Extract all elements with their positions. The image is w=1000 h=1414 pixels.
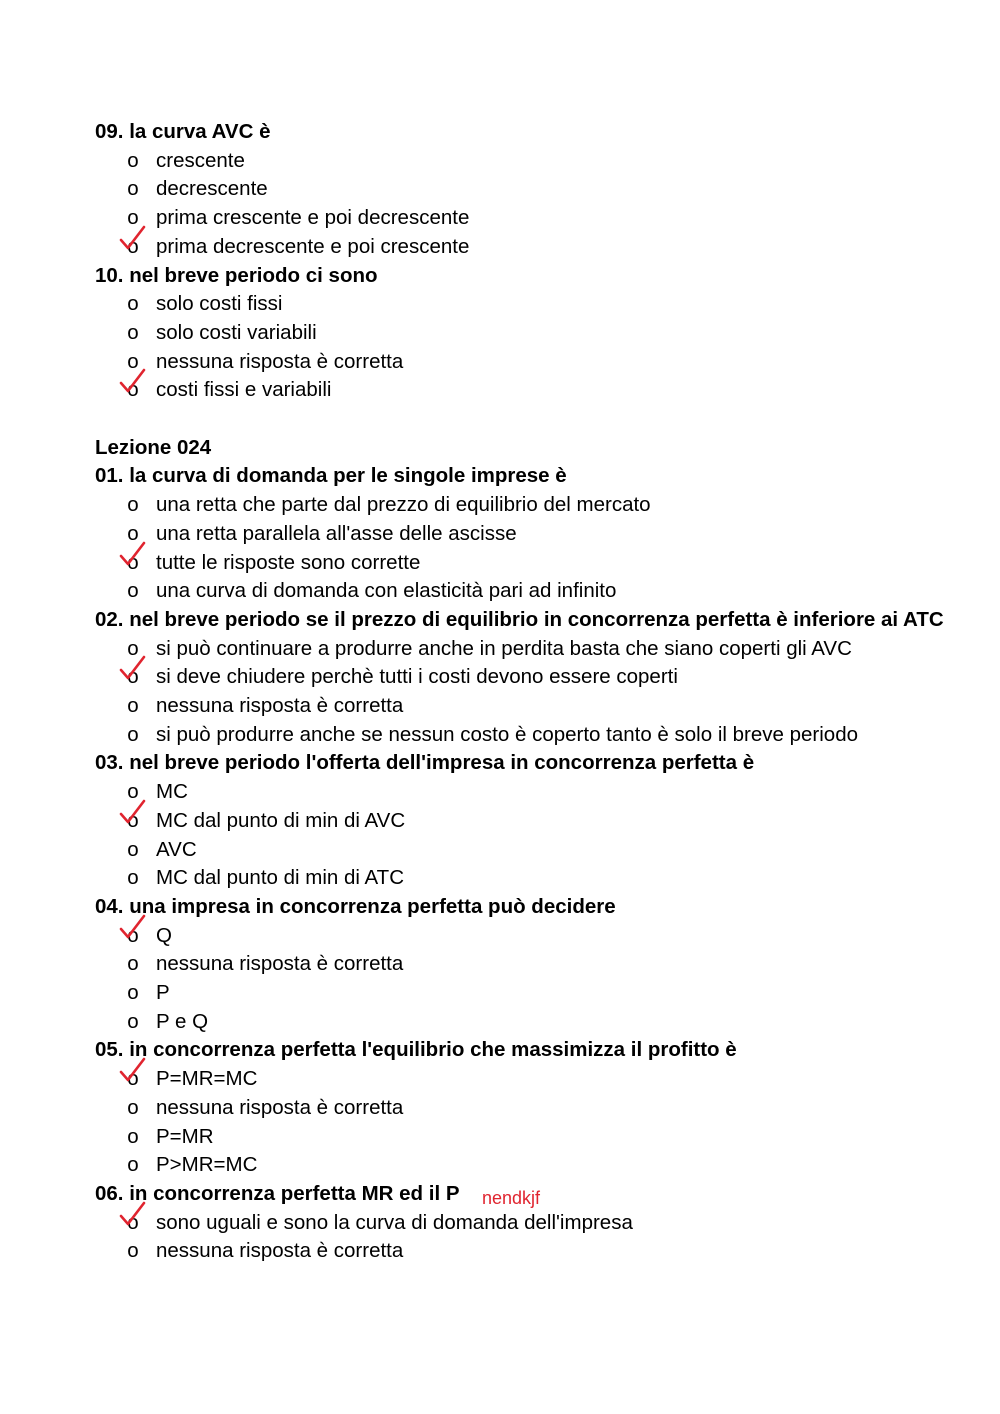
answer-text: P xyxy=(156,981,170,1005)
bullet-icon: o xyxy=(127,177,139,201)
red-checkmark-icon xyxy=(118,224,148,254)
answer-option xyxy=(95,147,975,176)
answer-text: MC dal punto di min di AVC xyxy=(156,808,406,832)
answer-list xyxy=(95,491,975,606)
bullet-icon: o xyxy=(127,1210,139,1234)
red-checkmark-icon xyxy=(118,540,148,570)
bullet-icon: o xyxy=(127,1153,139,1177)
bullet-icon: o xyxy=(127,349,139,373)
bullet-icon: o xyxy=(127,1009,139,1033)
answer-option xyxy=(95,922,975,951)
answer-text: una retta che parte dal prezzo di equilibrio del mercato xyxy=(156,493,651,517)
answer-text: nessuna risposta è corretta xyxy=(156,952,404,976)
bullet-icon: o xyxy=(127,665,139,689)
answer-text: prima crescente e poi decrescente xyxy=(156,206,470,230)
answer-option xyxy=(95,233,975,262)
answer-option xyxy=(95,491,975,520)
answer-text: una retta parallela all'asse delle ascisse xyxy=(156,521,517,545)
answer-option xyxy=(95,1123,975,1152)
answer-text: P e Q xyxy=(156,1009,209,1033)
answer-option xyxy=(95,319,975,348)
question-title: 05. in concorrenza perfetta l'equilibrio che massimizza il profitto è xyxy=(95,1038,737,1062)
answer-option xyxy=(95,663,975,692)
bullet-icon: o xyxy=(127,1067,139,1091)
red-checkmark-icon xyxy=(118,1200,148,1230)
bullet-icon: o xyxy=(127,292,139,316)
answer-text: costi fissi e variabili xyxy=(156,378,332,402)
answer-option xyxy=(95,950,975,979)
answer-list xyxy=(95,290,975,405)
red-checkmark-icon xyxy=(118,367,148,397)
red-checkmark-icon xyxy=(118,654,148,684)
answer-text: P=MR=MC xyxy=(156,1067,258,1091)
bullet-icon: o xyxy=(127,923,139,947)
bullet-icon: o xyxy=(127,952,139,976)
answer-text: crescente xyxy=(156,148,245,172)
red-checkmark-icon xyxy=(118,798,148,828)
question-title: 06. in concorrenza perfetta MR ed il P xyxy=(95,1182,460,1205)
bullet-icon: o xyxy=(127,521,139,545)
bullet-icon: o xyxy=(127,1124,139,1148)
bullet-icon: o xyxy=(127,1239,139,1263)
answer-text: si deve chiudere perchè tutti i costi devono essere coperti xyxy=(156,665,678,689)
bullet-icon: o xyxy=(127,694,139,718)
bullet-icon: o xyxy=(127,234,139,258)
bullet-icon: o xyxy=(127,866,139,890)
answer-option xyxy=(95,1008,975,1037)
answer-option xyxy=(95,520,975,549)
answer-text: nessuna risposta è corretta xyxy=(156,1095,404,1119)
answer-option xyxy=(95,204,975,233)
answer-text: tutte le risposte sono corrette xyxy=(156,550,421,574)
answer-text: si può produrre anche se nessun costo è coperto tanto è solo il breve periodo xyxy=(156,722,858,746)
answer-text: prima decrescente e poi crescente xyxy=(156,234,470,258)
answer-option xyxy=(95,175,975,204)
answer-text: MC dal punto di min di ATC xyxy=(156,866,405,890)
question-title: 10. nel breve periodo ci sono xyxy=(95,263,378,287)
answer-option xyxy=(95,1065,975,1094)
red-checkmark-icon xyxy=(118,913,148,943)
answer-text: MC xyxy=(156,780,188,804)
answer-list xyxy=(95,635,975,750)
answer-text: decrescente xyxy=(156,177,268,201)
question-title: 04. una impresa in concorrenza perfetta può decidere xyxy=(95,894,616,918)
bullet-icon: o xyxy=(127,148,139,172)
answer-option xyxy=(95,692,975,721)
question-title: 01. la curva di domanda per le singole imprese è xyxy=(95,464,567,488)
answer-text: solo costi fissi xyxy=(156,292,283,316)
answer-option xyxy=(95,807,975,836)
answer-text: P>MR=MC xyxy=(156,1153,258,1177)
answer-option xyxy=(95,549,975,578)
answer-option xyxy=(95,348,975,377)
bullet-icon: o xyxy=(127,320,139,344)
answer-list xyxy=(95,778,975,893)
bullet-icon: o xyxy=(127,636,139,660)
answer-text: Q xyxy=(156,923,172,947)
answer-option xyxy=(95,979,975,1008)
handwritten-annotation: nendkjf xyxy=(482,1188,541,1208)
lesson-heading: Lezione 024 xyxy=(95,435,212,459)
answer-option xyxy=(95,635,975,664)
answer-text: solo costi variabili xyxy=(156,320,317,344)
red-checkmark-icon xyxy=(118,1056,148,1086)
answer-text: nessuna risposta è corretta xyxy=(156,349,404,373)
bullet-icon: o xyxy=(127,722,139,746)
answer-option xyxy=(95,290,975,319)
bullet-icon: o xyxy=(127,579,139,603)
answer-list xyxy=(95,1065,975,1180)
answer-option xyxy=(95,376,975,405)
bullet-icon: o xyxy=(127,837,139,861)
bullet-icon: o xyxy=(127,493,139,517)
answer-option xyxy=(95,1209,975,1238)
bullet-icon: o xyxy=(127,550,139,574)
bullet-icon: o xyxy=(127,1095,139,1119)
answer-option xyxy=(95,836,975,865)
answer-option xyxy=(95,864,975,893)
answer-text: nessuna risposta è corretta xyxy=(156,1239,404,1263)
bullet-icon: o xyxy=(127,378,139,402)
question-title: 09. la curva AVC è xyxy=(95,120,271,143)
question-title: 03. nel breve periodo l'offerta dell'impresa in concorrenza perfetta è xyxy=(95,751,755,775)
answer-list xyxy=(95,147,975,262)
answer-text: nessuna risposta è corretta xyxy=(156,694,404,718)
answer-option xyxy=(95,1094,975,1123)
bullet-icon: o xyxy=(127,808,139,832)
bullet-icon: o xyxy=(127,780,139,804)
answer-list xyxy=(95,1209,975,1266)
answer-option xyxy=(95,778,975,807)
bullet-icon: o xyxy=(127,206,139,230)
answer-text: sono uguali e sono la curva di domanda dell'impresa xyxy=(156,1210,633,1234)
answer-text: AVC xyxy=(156,837,197,861)
answer-option xyxy=(95,577,975,606)
answer-text: P=MR xyxy=(156,1124,214,1148)
answer-list xyxy=(95,922,975,1037)
answer-option xyxy=(95,721,975,750)
bullet-icon: o xyxy=(127,981,139,1005)
answer-option xyxy=(95,1237,975,1266)
answer-option xyxy=(95,1151,975,1180)
answer-text: si può continuare a produrre anche in perdita basta che siano coperti gli AVC xyxy=(156,636,852,660)
question-title: 02. nel breve periodo se il prezzo di equilibrio in concorrenza perfetta è inferiore ai ATC xyxy=(95,607,944,631)
answer-text: una curva di domanda con elasticità pari ad infinito xyxy=(156,579,617,603)
quiz-page xyxy=(95,118,975,1266)
